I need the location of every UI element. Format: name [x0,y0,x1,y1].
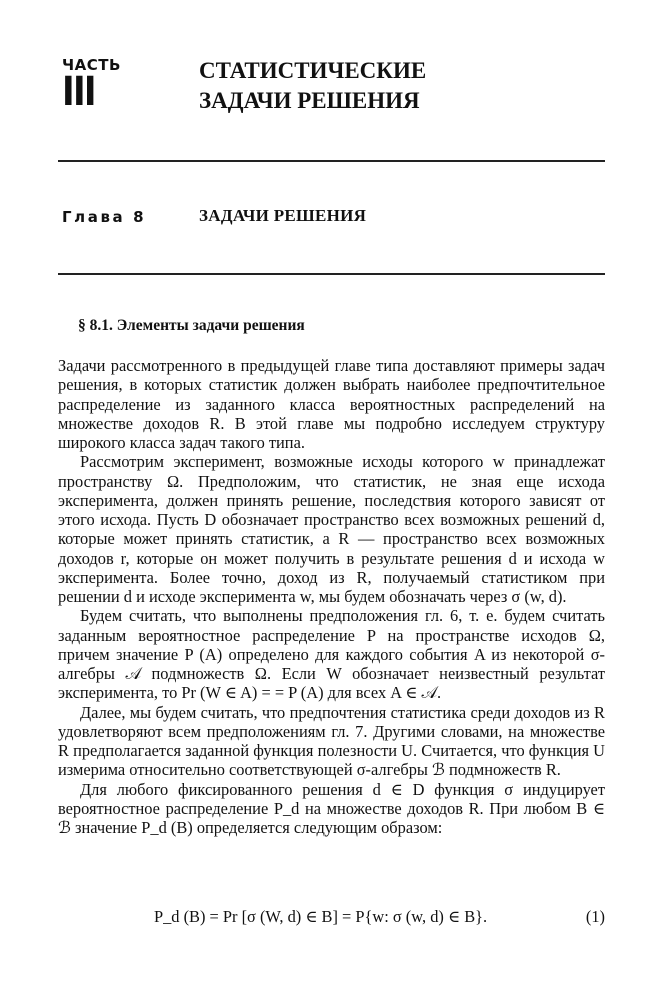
formula-number: (1) [585,907,605,926]
part-number: III [62,69,95,115]
part-label: ЧАСТЬ [62,56,121,74]
top-rule [58,160,605,162]
formula [58,907,605,927]
section-heading: § 8.1. Элементы задачи решения [78,317,305,334]
paragraph-2: Рассмотрим эксперимент, возможные исходы которого w принадлежат пространству Ω. Предположим, что статистик, не зная еще исхода эксперимента, должен принять решение, последствия которого зависят от этого исхода. Пусть D обозначает пространство всех возможных решений d, которые может принять статистик, а R — пространство всех возможных доходов r, которые он может получить в результате решения d и исхода w эксперимента. Более точно, доход из R, получаемый статистиком при решении d и исходе эксперимента w, мы будем обозначать через σ (w, d). [58,452,605,606]
paragraph-5: Для любого фиксированного решения d ∈ D функция σ индуцирует вероятностное распределение P_d на множестве доходов R. При любом B ∈ ℬ значение P_d (B) определяется следующим образом: [58,779,605,837]
paragraph-3: Будем считать, что выполнены предположения гл. 6, т. е. будем считать заданным вероятностное распределение P на пространстве исходов Ω, причем значение P (A) определено для каждого события A из некоторой σ-алгебры 𝒜 подмножеств Ω. Если W обозначает неизвестный результат эксперимента, то Pr (W ∈ A) = = P (A) для всех A ∈ 𝒜. [58,606,605,703]
paragraph-1: Задачи рассмотренного в предыдущей главе типа доставляют примеры задач решения, в которых статистик должен выбрать наиболее предпочтительное распределение из заданного класса вероятностных распределений на множестве доходов R. В этой главе мы подробно исследуем структуру широкого класса задач такого типа. [58,356,605,452]
body-text [58,356,605,837]
part-title-line2: ЗАДАЧИ РЕШЕНИЯ [199,88,420,113]
formula-expression: P_d (B) = Pr [σ (W, d) ∈ B] = P{w: σ (w, d) ∈ B}. [154,907,488,926]
bottom-rule [58,273,605,275]
part-title [199,56,426,116]
chapter-label: Глава 8 [62,208,147,226]
paragraph-4: Далее, мы будем считать, что предпочтения статистика среди доходов из R удовлетворяют всем предположениям гл. 7. Другими словами, на множестве R предполагается заданной функция полезности U. Считается, что функция U измерима относительно соответствующей σ-алгебры ℬ подмножеств R. [58,702,605,780]
chapter-title: ЗАДАЧИ РЕШЕНИЯ [199,206,367,225]
part-title-line1: СТАТИСТИЧЕСКИЕ [199,58,427,83]
